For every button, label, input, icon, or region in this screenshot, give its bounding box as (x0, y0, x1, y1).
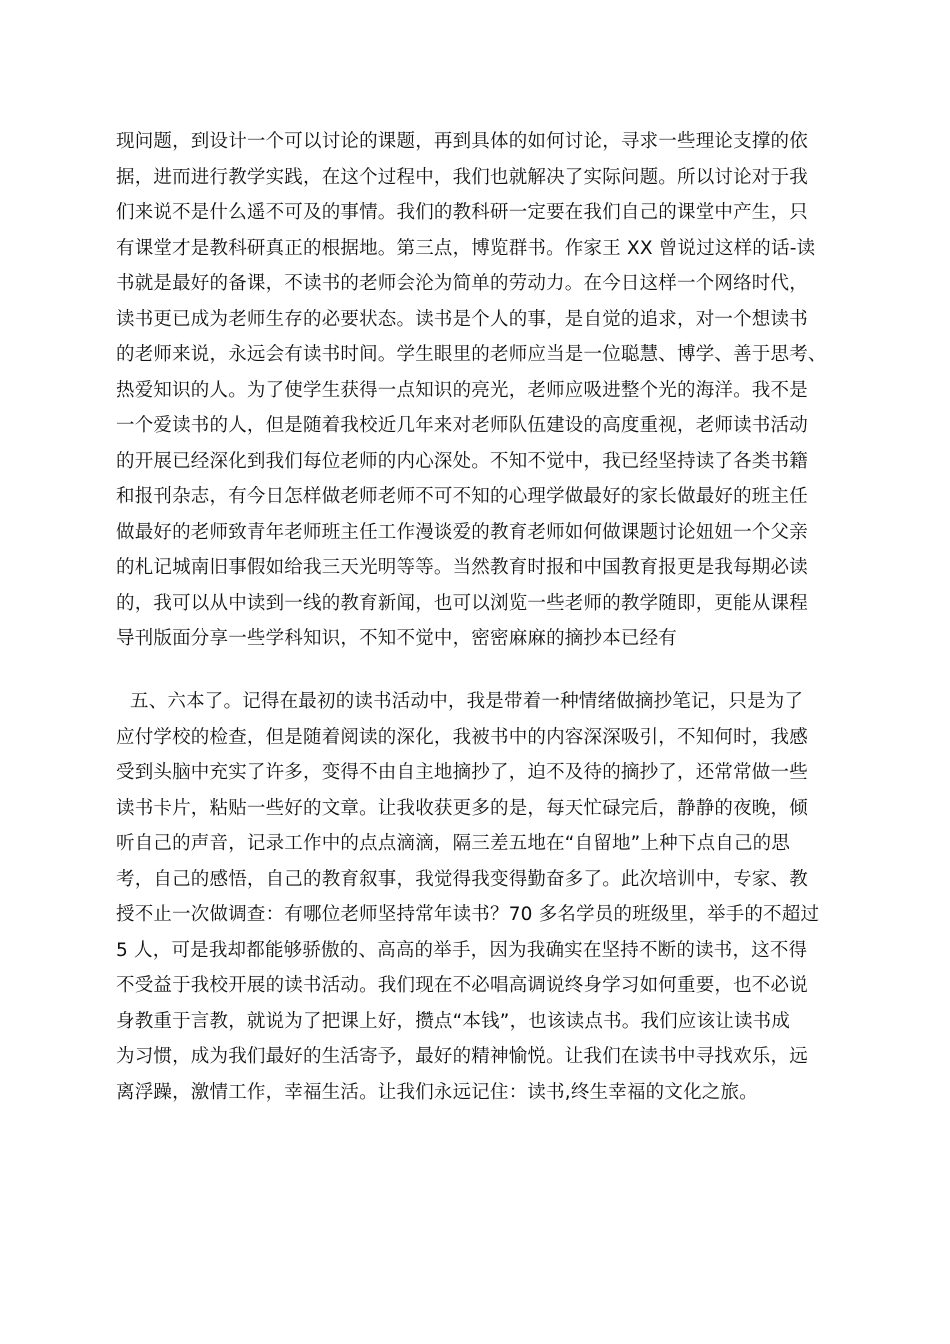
text-line: 热爱知识的人。为了使学生获得一点知识的亮光，老师应吸进整个光的海洋。我不是 (116, 379, 808, 401)
paragraph-1 (116, 124, 836, 657)
text-line: 一个爱读书的人，但是随着我校近几年来对老师队伍建设的高度重视，老师读书活动 (116, 415, 808, 436)
text-line: 5 人，可是我却都能够骄傲的、高高的举手，因为我确实在坚持不断的读书，这不得 (116, 939, 808, 961)
text-line: 的开展已经深化到我们每位老师的内心深处。不知不觉中，我已经坚持读了各类书籍 (116, 450, 808, 472)
text-line: 身教重于言教，就说为了把课上好，攒点“本钱”，也该读点书。我们应该让读书成 (116, 1010, 791, 1032)
text-line: 听自己的声音，记录工作中的点点滴滴，隔三差五地在“自留地”上种下点自己的思 (116, 833, 791, 854)
text-line: 不受益于我校开展的读书活动。我们现在不必唱高调说终身学习如何重要，也不必说 (116, 975, 808, 996)
text-line: 们来说不是什么遥不可及的事情。我们的教科研一定要在我们自己的课堂中产生，只 (116, 202, 808, 223)
text-line: 读书更已成为老师生存的必要状态。读书是个人的事，是自觉的追求，对一个想读书 (116, 308, 808, 330)
text-line-indented: 五、六本了。记得在最初的读书活动中，我是带着一种情绪做摘抄笔记，只是为了 (130, 691, 804, 712)
paragraph-2 (116, 684, 836, 1110)
text-line: 的札记城南旧事假如给我三天光明等等。当然教育时报和中国教育报更是我每期必读 (116, 557, 808, 578)
text-line: 受到头脑中充实了许多，变得不由自主地摘抄了，迫不及待的摘抄了，还常常做一些 (116, 762, 808, 783)
text-line: 的老师来说，永远会有读书时间。学生眼里的老师应当是一位聪慧、博学、善于思考、 (116, 344, 827, 365)
text-line: 导刊版面分享一些学科知识，不知不觉中，密密麻麻的摘抄本已经有 (116, 628, 678, 649)
text-line: 书就是最好的备课，不读书的老师会沦为简单的劳动力。在今日这样一个网络时代， (116, 273, 808, 294)
text-line: 读书卡片，粘贴一些好的文章。让我收获更多的是，每天忙碌完后，静静的夜晚，倾 (116, 797, 808, 819)
text-line: 授不止一次做调查：有哪位老师坚持常年读书？70 多名学员的班级里，举手的不超过 (116, 904, 820, 925)
text-line: 做最好的老师致青年老师班主任工作漫谈爱的教育老师如何做课题讨论妞妞一个父亲 (116, 521, 808, 543)
text-line: 的，我可以从中读到一线的教育新闻，也可以浏览一些老师的教学随即，更能从课程 (116, 592, 808, 614)
text-line: 和报刊杂志，有今日怎样做老师老师不可不知的心理学做最好的家长做最好的班主任 (116, 486, 808, 507)
text-line: 据，进而进行教学实践，在这个过程中，我们也就解决了实际问题。所以讨论对于我 (116, 166, 808, 188)
text-line: 应付学校的检查，但是随着阅读的深化，我被书中的内容深深吸引，不知何时，我感 (116, 726, 808, 748)
text-line: 有课堂才是教科研真正的根据地。第三点，博览群书。作家王 XX 曾说过这样的话-读 (116, 237, 816, 259)
text-line: 现问题，到设计一个可以讨论的课题，再到具体的如何讨论，寻求一些理论支撑的依 (116, 131, 808, 152)
text-line: 为习惯，成为我们最好的生活寄予，最好的精神愉悦。让我们在读书中寻找欢乐，远 (116, 1046, 808, 1067)
text-line: 考，自己的感悟，自己的教育叙事，我觉得我变得勤奋多了。此次培训中，专家、教 (116, 868, 808, 890)
text-line: 离浮躁，激情工作，幸福生活。让我们永远记住：读书,终生幸福的文化之旅。 (116, 1081, 758, 1103)
